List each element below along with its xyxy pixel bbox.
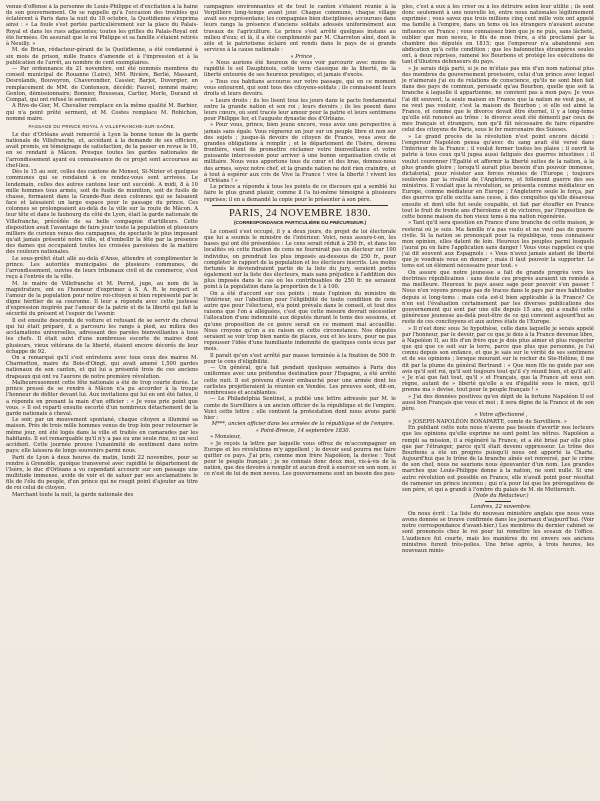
letter-salutation: » Monsieur, <box>210 434 241 441</box>
column-middle <box>204 4 396 797</box>
letter-closing: » Votre affectionné , <box>474 412 528 419</box>
paragraph: » Je reçois la lettre par laquelle vous offrez de m'accompagner en Europe et les révolutions m'y appellent ; le devoir seul pourra me faire quitter ce pays. J'ai pris, comme mon frère Napoléon, la devise : Tout pour le peuple français ; je ne connais donc deux moi, vis-à-vis de la nation, que des devoirs à remplir et aucun droit à exercer en son nom, si ce n'est de lui de mon neveu. Les gouvernemens sont un besoin des peu- <box>204 440 396 478</box>
section-heading: PASSAGE DU PRINCE ROYAL À VILLEFRANCHE-SUR-SAÔNE. <box>28 123 176 129</box>
paragraph: » J'ai des données positives qu'en dépit de la fortune Napoléon II est aussi bon Français que vous et moi ; il sera digne de la France et de son père. <box>402 393 594 412</box>
paragraph: Malheureusement cette fête nationale a été de trop courte durée. Le prince pressé de se rendre à Mâcon n'a pu accorder à la troupe l'honneur de défiler devant lui. Aux invitations qui lui en ont été faites, il a répondu en prenant la main d'un officier : « Je vous prie point que vous. » Il est reparti ensuite escorté d'un nombreux détachement de la garde nationale à cheval. <box>6 380 198 417</box>
paragraph: Parti de Lyon à deux heures du matin, lundi 22 novembre, pour se rendre à Grenoble, quoique transversé avec rapidité le département de l'Isère, le duc d'Orléans a vu cependant accourir sur son passage une multitude immense, avide de voir et de saluer par ses acclamations le fils de l'élu du peuple, d'un prince qui ne rougit point d'ajouter au titre de roi celui de citoyen. <box>6 454 198 492</box>
dateline-london: Londres, 22 novembre. <box>470 504 532 511</box>
dateline-paris: PARIS, 24 NOVEMBRE 1830. <box>229 207 371 219</box>
paragraph: A Rive-de-Gier, M. Chevalier remplace en la même qualité M. Barbier, qui n'a point prêté serment, et M. Costes remplace M. Robichon, nommé maire. <box>6 103 198 122</box>
section-rule <box>212 205 388 206</box>
letter-recipient: M***, ancien officier dans les armées de la république et de l'empire. <box>211 421 395 428</box>
correspondence-paper: PRÉCURSEUR <box>329 220 364 226</box>
paragraph: venue d'offense à la personne de Louis-Philippe et d'excitation à la haine de son gouvernement. On se rappelle qu'à l'occasion des troubles qui éclatèrent à Paris dans la nuit du 18 octobre, la Quotidienne s'exprima ainsi : « La foule s'est portée particulièrement sur la place du Palais-Royal et dans les rues adjacentes; toutes les grilles du Palais-Royal ont été fermées. On assurait que le roi Philippe et sa famille s'étaient retirés à Neuilly. » <box>6 4 198 47</box>
paragraph: » Pour vous, prince, bien jeune encore, vous avez une perspective à jamais sans égale. Vous régnerez un jour sur un peuple libre et non sur des sujets ; jusque-là devoirs de citoyen de France, vous avez de grandes obligations à remplir ; et le département de l'Isère, devenu frontière, vient de promettre réclamer votre bienveillance et votre puissante intercession pour arriver à une bonne organisation civile et militaire. Nous vous apportons tous du cœur et des bras, donnez-nous des armes, soyez notre chef, et la grande nation ne doit rien craindre, et à tout à espérer aux cris de Vive la France ! vive la liberté ! vivent les d'Orléans ! » <box>204 122 396 184</box>
paragraph: Dès le 15 au soir, celles des cantons de Monsol, St-Nizier et quelques communes qui se rendaient à ce rendez-vous sont arrivées. Le lendemain, celles des autres cantons leur ont succédé. A midi, 8 à 10 mille hommes tous armés, soit de fusils de munition, soit de fusils de chasse, formaient dans la Grande-Rue deux colonnes qui se faisaient face et laissaient un large espace pour le passage du prince. Ces colonnes se prolongeaient au-delà de la ville sur la route de Mâcon. A leur tête et dans le faubourg du côté de Lyon, était la garde nationale de Villefranche, précédée de sa belle compagnie d'artilleurs. Cette disposition avait l'avantage de faire jouir toute la population et plusieurs milliers de curieux venus des campagnes, du spectacle le plus imposant qu'ait jamais présenté notre ville, et d'embellir la fête par la présence des dames qui occupaient toutes les croisées pavoisées de la matière des couleurs nationales. <box>6 169 198 256</box>
correspondence-prefix: (CORRESPONDANCE PARTICULIÈRE DU <box>233 220 330 226</box>
paragraph: Le prince a répondu à tous les points de ce discours qui a semblé lui faire le plus grand plaisir, comme il l'a lui-même témoigné à plusieurs reprises; il en a demandé la copie pour le présenter à son père. <box>204 184 396 203</box>
paragraph: » Leurs droits ; ils les lisent tous les jours dans le pacte fondamental entre la grande nation et son roi ; leurs devoirs ; ils les posent dans leurs cœurs, où sont tracés leur amour pour la patrie et leurs sentimens pour Philippe Ier, et l'auguste dynastie des d'Orléans. <box>204 97 396 122</box>
paragraph: On a été d'accord sur ces points ; mais l'opinion du ministre de l'intérieur, sur l'abolition pour l'éligibilité de toute condition de cens autre que pour l'électorat, n'a point prévalu dans le conseil, et tout des raisons que l'on a alléguées, c'est que cette mesure devrait nécessiter l'allocation d'une indemnité aux députés durant le tems des sessions, et qu'une proposition de ce genre serait en ce moment mal accueillie. Nous croyons qu'on a eu raison en cette circonstance. Nos députés seraient se voir trop bien nantis de places, eux et les leurs, pour ne pas repousser l'idée d'une humiliante indemnité de quelques cents écus par mois. <box>204 290 396 353</box>
correspondence-suffix: .) <box>363 220 367 226</box>
paragraph: » Tous ces habitans accourus sur votre passage, qui en ce moment vous entourent, qui sont tous des citoyens-soldats ; ils connaissent leurs droits et leurs devoirs. <box>204 78 396 98</box>
paragraph: » Le grand procès de la révolution n'est point encore décidé : l'empereur Napoléon pensa qu'avec du sang avait été versé dans l'intérieur de la France ; il voulut fermer toutes les plaies ; il ouvrit la patrie à tous ceux qu'il jugea aussi fatigués des guerres intestines ; il voulut couronner l'Égalité et affermir la liberté suites de la nation, à la plus grande gloire ; lorsqu'il aurait plus besoin d'un pouvoir immense, dictatorial, pour résister aux forces réunies de l'Europe ; toujours soulevées par la rivalité de l'Angleterre, et follement guerre des ses ministres. Il voulait que la révolution, se présenta comme médiateur en Europe, comme médiateur en Europe ; l'Angleterre seule le força, par des guerres qu'elle excita sans cesse, à des conquêtes qu'elle désavoua ensuite et dont elle fut seule coupable, et fait par étouffer en France tout le fruit de trente ans d'héroïsme et de victoires, par l'imposition de cette bonne maison du bon vieux tems à ma nation régénérée. <box>402 133 594 220</box>
paragraph: » Tant qu'il sera question en France d'une branche de cette maison, je resterai où je suis. Ma famille n'a pas voulu et ne veut pas de guerre civile. Si la nation se prononçait pour la république, vous connaissez mon opinion, elles datent de loin. Heureux les peuples parmi lesquels j'aurai pu en faire l'application sans danger ! Vous vous rappelez ce que j'ai dit souvent aux Espagnols : « Vous n'avez jamais autant de liberté que je voudrais vous en donner ; mais il faut pouvoir la supporter. Le tems est un élément nécessaire pour tout. » <box>402 220 594 270</box>
correspondence-line <box>204 221 396 227</box>
paragraph: M. le maire de Villefranche et M. Perrot, juge, au nom de la magistrature, ont eu l'honneur d'exprimer à S. A. R. le respect et l'amour de la population pour notre roi-citoyen si bien représenté par le digne héritier de sa couronne. Il leur a répondu avec cette justesse d'expression inspirée par l'amour de la patrie et de la liberté qui fait la sécurité du présent et l'espoir de l'avenir. <box>6 280 198 318</box>
paragraph: — Le Philadelphia Sentinel, a publié une lettre adressée par M. le comte de Survilliers à un ancien officier de la république et de l'empire. Voici cette lettre ; elle contient la protestation dont nous avons parlé hier : <box>204 396 396 421</box>
paragraph: On nous écrit : La liste du nouveau ministère anglais que nous vous avons donnée se trouve confirmée dans les journaux d'aujourd'hui. (Voir notre correspondance d'avant-hier.) Les membres du dernier cabinet se sont prononcés chez le roi pour lui remettre les sceaux de l'office. L'audience fut courte, mais les manières du roi envers ses anciens ministres furent très-polies. Une brise après, à trois heures, les nouveaux minis- <box>402 510 594 554</box>
paragraph: » Il n'est donc sous 3e hypothèse, celle dans laquelle je serais appelé par l'honneur, par le devoir, par ce que je dois à la France devenue libre, à Napoléon II, au fils d'un frère que je dois plus aimer et plus respecter que qui que ce soit sur la terre, parce que plus que personne, je l'ai connu depuis son enfance, et que je sais sur le vérité de ses sentimens et de ses opinions ; lorsque mourant sur le rocher de Ste-Hélène, il me dit par la plume du général Bertrand : « Que mon fils ne guide par son avis qu'il soit roi, qu'il soit toujours tout qu'il s'y réunit bien, et qu'il ait : « Je n'ai que fait tout, qu'il » et Français, que la France ait sous son règne, autant de » liberté qu'elle a eu d'égalité sous le mien, qu'il prenne ma » devise, tout pour le peuple français ! » <box>402 325 594 394</box>
paragraph: Le soir, par un mouvement spontané, chaque citoyen a illuminé sa maison. Près de trois mille hommes venus de trop loin pour retourner le même jour, ont été logés dans la ville et traités en camarades par les habitants. Il est remarquable qu'il n'y a pas eu une seule rixe, ni un seul accident. Cette journée prouve l'unanimité de sentiment dans notre pays; elle laissera de longs souvenirs parmi nous. <box>6 417 198 455</box>
salutation: « Prince , <box>290 53 316 60</box>
paragraph: ples, c'est à eux à les créer ou à les détruire selon leur utilité ; ils sont donc seulement à une nouvelle loi, entre nous nationales légitimement exprimée ; vous savez que trois millions cinq cent mille voix ont appelé ma famille à l'empire, dans un tems où les étrangers n'avaient aucune influence en France ; vous connaissez bien que je ne puis, sans lâcheté, oublier que mon neveu, le fils de mon frère, a été proclamé par la chambre des députés en 1815; que l'empereur n'a abandonné son abdication qu'à cette condition ; que les baïonnettes étrangères seules ont, à deux reprises, ramené les Bourbons et protégé les exécutions de tant d'illustres défenseurs du pays. <box>402 4 594 66</box>
column-left <box>6 4 198 797</box>
paragraph: — Un général, qu'a fait pendant quelques semaines à Paris des uniformes avec une prétendue destination pour l'Espagne, a été arrêté cette nuit. Il est prévenu d'avoir embauché pour une armée dont les carlistes projetteraient la réunion en Vendée. Les preuves sont, dit-on, nombreuses et accablantes. <box>204 365 396 396</box>
paragraph: — Par ordonnance du 21 novembre, ont été nommés membres du conseil municipal de Rouanne (Loire), MM. Rivière, Berlié, Massard, Desrolands, Bouveyron, Chaverondier, Cassier, Barjot, Duvergier, en remplacement de MM. de Contenson, décédé; Fauvel, nommé maire; Genton, démissionnaire; Bonnier, Rousseau, Cartier, Merle, Durand et Compat, qui ont refusé le serment. <box>6 66 198 103</box>
paragraph: Le sous-préfet était allé au-delà d'Anse, attendre et complimenter le prince. Les autorités municipales de plusieurs communes, de l'arrondissement, suivies de leurs tribunaux civil et de commerce, s'est reçu à l'entrée de la ville. <box>6 255 198 281</box>
column-right <box>402 4 594 797</box>
letter-signature: » JOSEPH-NAPOLÉON BONAPARTE, comte de Survilliers. » <box>408 418 567 425</box>
paragraph: Marchant toute la nuit, la garde nationale des <box>12 491 134 498</box>
paragraph: Il paraît qu'on s'est arrêté par masse terminée à la fixation de 500 fr. pour le cens d'éligibilité. <box>204 352 396 365</box>
paragraph: M. de Brian, rédacteur-gérant de la Quotidienne, a été condamné à six mois de prison, mille francs d'amende et à l'impression et à la publication de l'arrêt, au nombre de cent exemplaires. <box>6 47 198 66</box>
editor-note: (Note du Rédacteur.) <box>473 493 529 500</box>
paragraph: En publiant cette note nous n'avons pas besoin d'avertir nos lecteurs que les opinions qu'elle exprime ne sont point les nôtres. Napoléon a rempli sa mission, il a régénéré la France, et a été brisé par elle plus que par l'étranger, parce qu'il était devenu oppresseur. Le trône des Bourbons a été un progrès puisqu'il nous ont apporté la Charte. Aujourd'hui que le trône de la branche aînée est renversé, par le crime de son chef, nous ne saurions nous épouvanter d'un nom. Les grandes marches que Louis-Philippe donne à la nation, ne sont nulle. Si une autre révolution est possible en France, elle n'avait point pour résultat de ramener un prince inconnu ; qui n'a pour lui que les prérogatives de son père, et qui a grandi à l'ombre du palais de M. de Metternich. <box>402 425 594 493</box>
paragraph: campagnes environnantes et de tout le canton s'étaient réunie à la Verpillière long-temps avant jour. Chaque commune, chaque village avait ses représentans; les compagnies bien disciplinées accourues dans leurs rangs la présence d'anciens soldats adossés uniformément aux travaux de l'agriculture. Le prince s'est arrêté quelques instans au milieu d'eux; et là, il a été complimenté par M. Charreton aîné, dont le zèle et le patriotisme éclairé ont rendu dans le pays de si grands services à la cause nationale : <box>204 4 396 54</box>
paragraph: » Je serais déjà parti, si je ne m'étais pas mis d'un nom national plus des membres du gouvernement provisoire, celui d'un prince avec lequel je n'aimerais j'ai eu de relations de conscience, qu'ils ne sont bien fait dans des pays de commun, persuadé qu'au Bourbon, quelle que soit la branche à laquelle il appartienne, ne convient pas à mon pays. Je vous l'ai dit souvent, la seule maison en France que la nation ne veut pas, et ne veut pas vouloir, c'est la maison de Bourbon ; si elle est aimé la France, et comme que le divorce devait être éternel, il y a long-tems qu'elle eût renoncé au trône : le divorce avait été démenti par ceux de mes français et étrangers, non qu'il fût nécessaire de faire répandre celui des citoyens de Paris, sous le fer mercenaire des Suisses. <box>402 65 594 134</box>
paragraph: Le duc d'Orléans avait remercié à Lyon la bonne tenue de la garde nationale de Villefranche, et, accédant à la demande de ses officiers, avait promis, en témoignage de satisfaction, de la passer en revue le 16, en se rendant à Mâcon. Presque toutes les gardes nationales de l'arrondissement ayant eu connaissance de ce projet sont accourues au chef-lieu. <box>6 132 198 169</box>
letter-date: « Point-Breeze, 14 septembre 1830. <box>255 427 351 434</box>
paragraph: Le conseil s'est occupé, il y a deux jours, du projet de loi électorale que lui a soumis le ministre de l'intérieur. Voici, nous assure-t-on, les bases qui ont été présentées : Le cens serait réduit à 250 fr., et dans les localités où cette fixation de cens ne fournirait pas un électeur sur 100 individus, on prendrait les plus imposés au-dessous de 250 fr., pour compléter le rapport de la population et les électeurs inscrits. Les moins fortunés le deviendraient partie de la liste du jury, seraient portés également sur la liste des électeurs, mais sans préjudice à l'addition des plus imposés dans le cas où les contribuables de 250 fr. ne seraient point à la population dans la proportion de 1 à 100. <box>204 228 396 291</box>
paragraph: Il est ensuite descendu de voiture et refusant de se servir du cheval qui lui était préparé, il a parcouru les rangs à pied, au milieu des acclamations universelles, adressant des paroles bienveillantes à tous les chefs. Il était suivi d'une nombreuse escorte de maires dont plusieurs, vieux vétérans de la liberté, étaient encore décorés de leur échappe de 92. <box>6 317 198 355</box>
paragraph: On assure que notre jeunesse a fait de grands progrès vers les doctrines républicaines : sans doute ces progrès auraient un remède à ma meilleure. Heureux le pays assez sage pour pouvoir s'en passer ! Nous n'en voyons presque pas de traces dans le pays par mes habitudes depuis si long-tems : mais cela est-il bien applicable à la France? Ce n'en est l'évaluation certainement par les diverses publications des gouvernement qui sont par une elle depuis 15 ans, qui a exalté cette généreuse jeunesse au-delà peut-être de ce qui convient aujourd'hui au reste de ces concitoyens et aux autres états de l'Europe. <box>402 269 594 326</box>
paragraph: » Nous aurions été heureux de vous voir parcourir avec moins de rapidité le sol Dauphinois, cette terre classique de la liberté, de la liberté entourée de ses heureux prestiges, et jamais d'excès. <box>204 60 396 79</box>
paragraph: On a remarqué qu'il s'est entretenu avec tous ceux des maires M. Charmetton, maire du Bois-d'Oingt, qui avait amené 1,500 gardes nationaux de son canton, et qui lui a présenté trois de ces anciens drapeaux qui ont vu l'aurore de notre première révolution. <box>6 355 198 380</box>
section-divider <box>485 501 511 502</box>
